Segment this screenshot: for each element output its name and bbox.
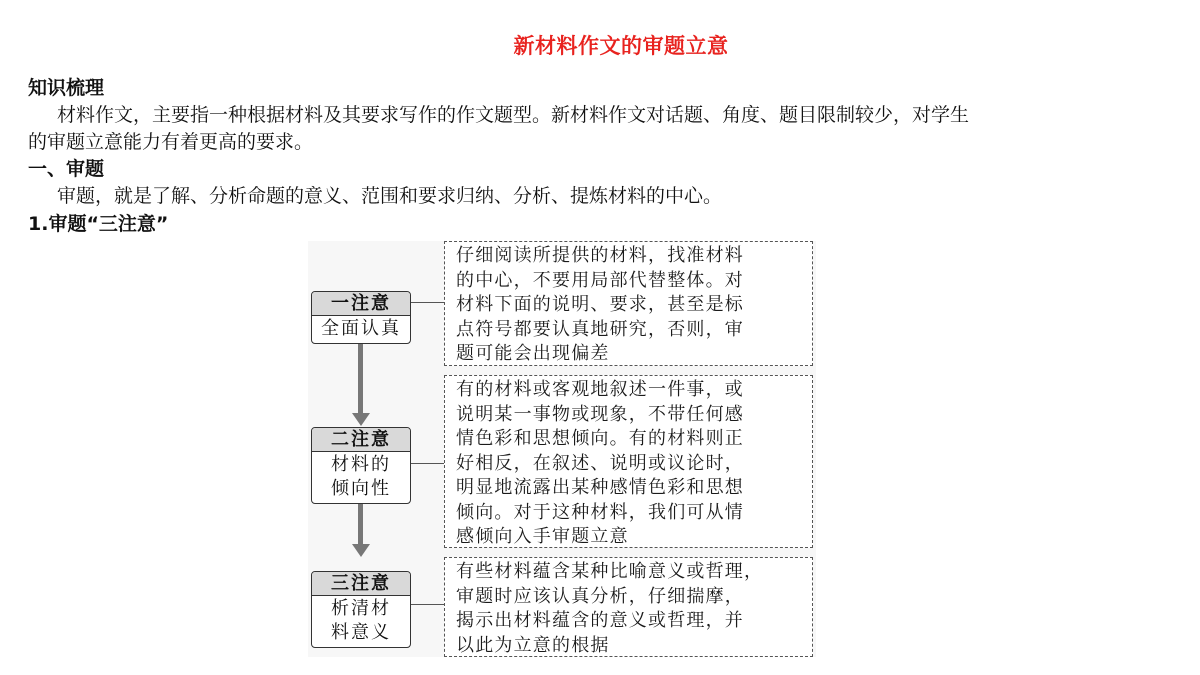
caution-box-2 [311,427,411,504]
desc-line: 材料下面的说明、要求，甚至是标 [456,294,744,315]
flow-line-2 [358,501,363,547]
desc-line: 情色彩和思想倾向。有的材料则正 [456,428,744,449]
intro-line-2: 的审题立意能力有着更高的要求。 [28,131,314,153]
caution-box-3-body [312,596,410,647]
desc-line: 审题时应该认真分析，仔细揣摩， [456,585,744,607]
page-title: 新材料作文的审题立意 [513,34,729,58]
caution-box-1 [311,291,411,344]
caution-desc-1 [444,241,813,366]
caution-box-1-head: 一注意 [312,292,410,316]
desc-line: 题可能会出现偏差 [456,343,610,364]
desc-line: 以此为立意的根据 [456,634,610,656]
part1-text: 审题，就是了解、分析命题的意义、范围和要求归纳、分析、提炼材料的中心。 [57,185,723,207]
connector-1 [411,302,444,303]
flow-line-1 [358,344,363,416]
caution-box-3-head: 三注意 [312,572,410,596]
sub-heading: 1.审题“三注意” [28,213,169,235]
desc-line: 有的材料或客观地叙述一件事，或 [456,379,744,400]
flow-arrow-2-icon [352,544,370,557]
caution-box-3-body-line: 料意义 [331,622,391,643]
section-heading: 知识梳理 [28,77,105,99]
desc-line: 仔细阅读所提供的材料，找准材料 [456,245,744,266]
caution-desc-2 [444,375,813,548]
caution-box-2-head: 二注意 [312,428,410,452]
part1-heading: 一、审题 [28,158,105,180]
connector-3 [411,604,444,605]
desc-line: 有些材料蕴含某种比喻意义或哲理， [456,561,764,582]
caution-box-2-body-line: 倾向性 [331,478,391,499]
intro-line-1: 材料作文，主要指一种根据材料及其要求写作的作文题型。新材料作文对话题、角度、题目限制较少，对学生 [57,104,970,126]
three-cautions-diagram [308,241,816,657]
caution-desc-3 [444,557,813,657]
caution-box-1-body [312,316,410,343]
desc-line: 说明某一事物或现象，不带任何感 [456,403,744,425]
desc-line: 明显地流露出某种感情色彩和思想 [456,477,744,498]
desc-line: 揭示出材料蕴含的意义或哲理，并 [456,610,744,631]
desc-line: 点符号都要认真地研究，否则，审 [456,318,744,340]
caution-box-2-body [312,452,410,503]
desc-line: 好相反，在叙述、说明或议论时， [456,452,744,474]
caution-box-3 [311,571,411,648]
desc-line: 感倾向入手审题立意 [456,526,629,547]
desc-line: 的中心，不要用局部代替整体。对 [456,269,744,291]
flow-arrow-1-icon [352,413,370,426]
caution-box-1-body-line: 全面认真 [321,318,401,339]
desc-line: 倾向。对于这种材料，我们可从情 [456,501,744,523]
caution-box-3-body-line: 析清材 [331,598,391,619]
caution-box-2-body-line: 材料的 [331,454,391,475]
connector-2 [411,463,444,464]
